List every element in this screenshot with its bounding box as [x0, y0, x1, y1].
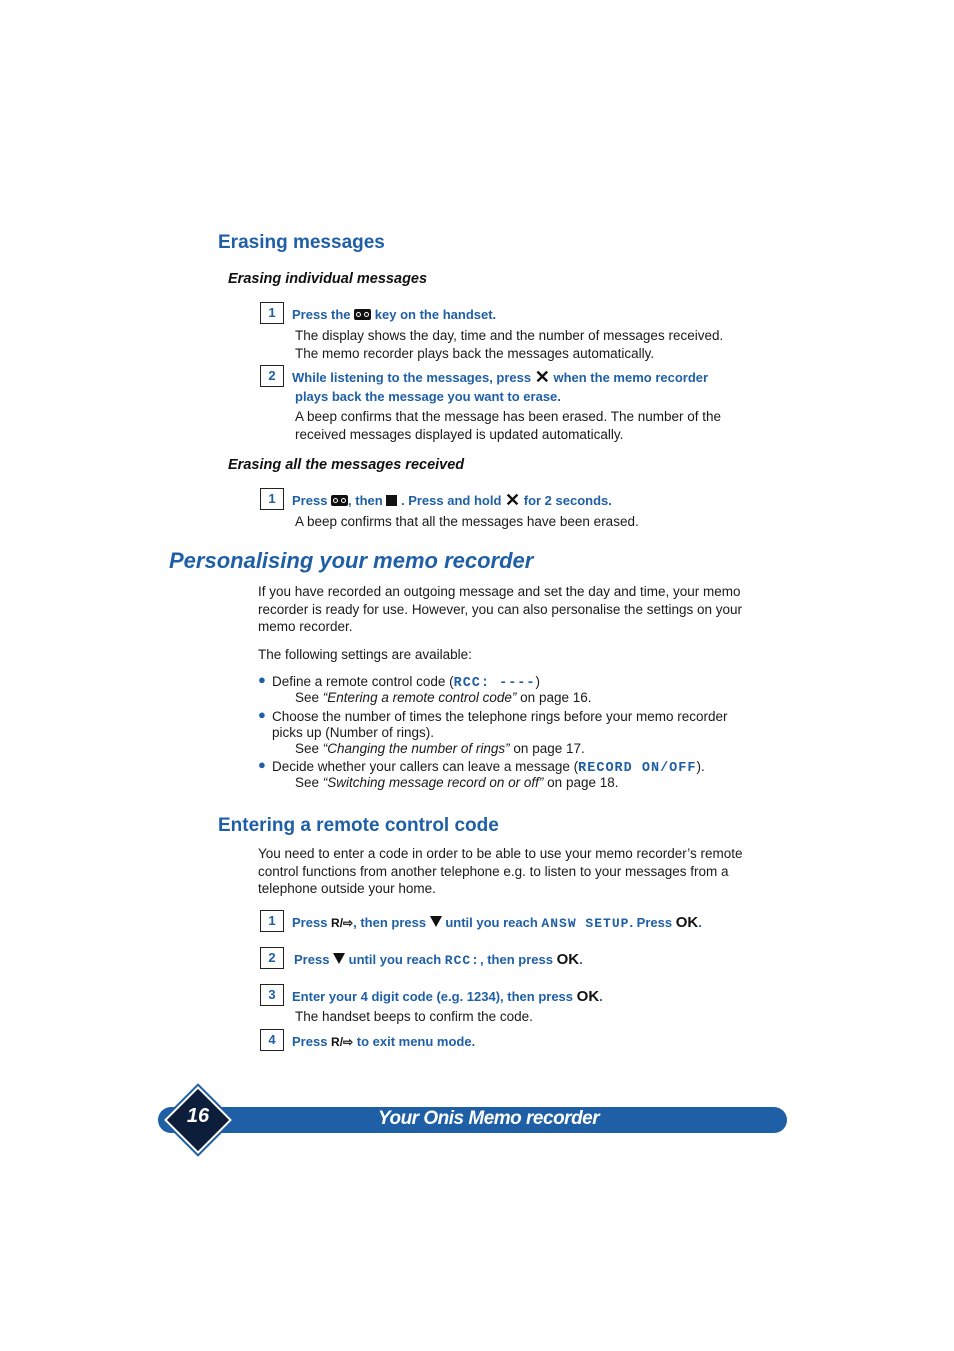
see-label: See — [295, 775, 320, 790]
desc-line: The memo recorder plays back the messages automatically. — [295, 345, 655, 361]
display-code: RCC: — [444, 953, 480, 968]
section-title-erasing: Erasing messages — [218, 232, 385, 253]
instr-text: to exit menu mode. — [356, 1034, 476, 1049]
page-ref: on page 18. — [547, 775, 619, 790]
section-title-personalising: Personalising your memo recorder — [169, 548, 534, 573]
display-code: RECORD ON/OFF — [578, 761, 697, 776]
instr-text: , then press — [353, 915, 427, 930]
ok-key-icon: OK — [576, 988, 600, 1005]
recall-key-icon: R/⇨ — [331, 1035, 354, 1049]
step-description: A beep confirms that all the messages have been erased. — [295, 514, 639, 529]
step-instruction — [292, 492, 612, 510]
subsection-title-all: Erasing all the messages received — [228, 457, 465, 473]
step-number: 1 — [260, 302, 284, 324]
delete-key-icon: ✕ — [534, 367, 550, 387]
stop-key-icon — [386, 495, 397, 506]
ok-key-icon: OK — [556, 951, 580, 968]
instr-text: for 2 seconds. — [523, 493, 612, 508]
instr-text: Press — [292, 915, 328, 930]
desc-line: The display shows the day, time and the number of messages received. — [295, 328, 724, 343]
step-number: 4 — [260, 1029, 284, 1051]
ref-link: “Changing the number of rings” — [322, 741, 510, 756]
ok-key-icon: OK — [675, 914, 699, 931]
punct: . — [579, 952, 583, 967]
instr-text: Enter your 4 digit code (e.g. 1234), then press — [292, 989, 574, 1004]
step-number: 2 — [260, 365, 284, 387]
instr-text: Press the — [292, 307, 351, 322]
step-instruction-cont: plays back the message you want to erase. — [295, 389, 561, 404]
cross-reference — [295, 689, 592, 707]
step-description — [295, 327, 723, 362]
step-instruction — [292, 306, 496, 324]
recall-key-icon: R/⇨ — [331, 916, 354, 930]
item-text: Choose the number of times the telephone rings before your memo recorder — [272, 709, 728, 724]
step-instruction — [292, 988, 603, 1006]
para-line: memo recorder. — [258, 619, 353, 634]
bullet-icon: ● — [258, 757, 266, 772]
ref-link: “Entering a remote control code” — [322, 690, 517, 705]
item-text: ). — [696, 759, 705, 774]
para-line: If you have recorded an outgoing message and set the day and time, your memo — [258, 584, 741, 599]
para-line: You need to enter a code in order to be able to use your memo recorder’s remote — [258, 846, 743, 861]
step-number: 1 — [260, 910, 284, 932]
para-line: telephone outside your home. — [258, 881, 436, 896]
answering-machine-key-icon — [354, 309, 371, 320]
desc-line: A beep confirms that the message has been erased. The number of the — [295, 409, 722, 424]
intro-paragraph — [258, 583, 742, 636]
instr-text: While listening to the messages, press — [292, 370, 532, 385]
instr-text: Press — [294, 952, 330, 967]
step-number: 2 — [260, 947, 284, 969]
instr-text: , then — [348, 493, 383, 508]
subsection-title-individual: Erasing individual messages — [228, 271, 428, 287]
step-instruction — [294, 951, 583, 970]
footer-title: Your Onis Memo recorder — [378, 1108, 600, 1129]
bullet-icon: ● — [258, 707, 266, 722]
down-arrow-icon — [430, 916, 442, 927]
page-number: 16 — [186, 1105, 210, 1127]
item-text: ) — [535, 674, 541, 689]
see-label: See — [295, 690, 320, 705]
step-instruction — [292, 369, 708, 387]
instr-text: . Press — [629, 915, 673, 930]
step-instruction — [292, 1033, 475, 1051]
page-ref: on page 17. — [513, 741, 585, 756]
step-description — [295, 408, 721, 443]
cross-reference — [295, 774, 619, 792]
step-number: 3 — [260, 984, 284, 1006]
instr-text: until you reach — [348, 952, 442, 967]
punct: . — [599, 989, 603, 1004]
section-title-remote: Entering a remote control code — [218, 815, 499, 836]
list-item — [272, 708, 728, 741]
instr-text: Press — [292, 1034, 328, 1049]
punct: . — [698, 915, 702, 930]
available-text: The following settings are available: — [258, 647, 472, 662]
para-line: recorder is ready for use. However, you can also personalise the settings on your — [258, 601, 743, 617]
instr-text: key on the handset. — [374, 307, 497, 322]
display-code: RCC: ---- — [453, 676, 536, 691]
ref-link: “Switching message record on or off” — [322, 775, 544, 790]
bullet-icon: ● — [258, 672, 266, 687]
page-ref: on page 16. — [520, 690, 592, 705]
display-code: ANSW SETUP — [541, 916, 630, 931]
item-text: Define a remote control code ( — [272, 674, 454, 689]
see-label: See — [295, 741, 320, 756]
instr-text: when the memo recorder — [553, 370, 709, 385]
instr-text: Press — [292, 493, 328, 508]
item-text: Decide whether your callers can leave a message ( — [272, 759, 579, 774]
answering-machine-key-icon — [331, 495, 348, 506]
intro-paragraph — [258, 845, 743, 898]
instr-text: . Press and hold — [400, 493, 502, 508]
step-instruction — [292, 914, 702, 933]
instr-text: until you reach — [445, 915, 538, 930]
para-line: control functions from another telephone e.g. to listen to your messages from a — [258, 863, 729, 879]
delete-key-icon: ✕ — [505, 490, 521, 510]
desc-line: received messages displayed is updated automatically. — [295, 426, 624, 442]
cross-reference — [295, 740, 585, 758]
step-description: The handset beeps to confirm the code. — [295, 1009, 533, 1024]
down-arrow-icon — [333, 953, 345, 964]
item-text: picks up (Number of rings). — [272, 724, 435, 740]
step-number: 1 — [260, 488, 284, 510]
instr-text: , then press — [479, 952, 553, 967]
